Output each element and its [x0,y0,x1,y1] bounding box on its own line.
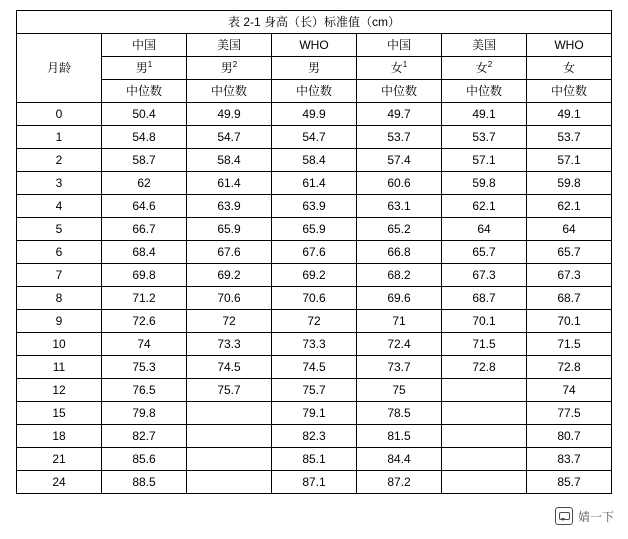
cell-value: 82.3 [272,425,357,448]
cell-value: 68.4 [102,241,187,264]
column-header-country-2: WHO [272,34,357,57]
table-row [17,241,612,264]
cell-value: 69.2 [272,264,357,287]
height-standard-table [16,10,612,494]
cell-value: 73.7 [357,356,442,379]
cell-value: 49.1 [442,103,527,126]
cell-value [442,448,527,471]
cell-value: 73.3 [272,333,357,356]
header-metric-row [17,80,612,103]
cell-value: 72 [272,310,357,333]
table-row [17,149,612,172]
cell-value: 67.3 [442,264,527,287]
table-row [17,333,612,356]
cell-value [442,379,527,402]
cell-value: 88.5 [102,471,187,494]
column-header-metric-3: 中位数 [357,80,442,103]
cell-value: 63.1 [357,195,442,218]
cell-value: 57.4 [357,149,442,172]
cell-value: 87.1 [272,471,357,494]
cell-value: 58.4 [187,149,272,172]
sex-note-1: 2 [232,60,238,69]
header-country-row [17,34,612,57]
cell-value: 63.9 [187,195,272,218]
table-row [17,195,612,218]
cell-value: 78.5 [357,402,442,425]
cell-value: 57.1 [527,149,612,172]
cell-value: 68.7 [442,287,527,310]
column-header-country-3: 中国 [357,34,442,57]
cell-age: 7 [17,264,102,287]
cell-value: 70.1 [527,310,612,333]
cell-value: 53.7 [527,126,612,149]
sex-note-4: 2 [487,60,493,69]
sex-note-3: 1 [402,60,408,69]
cell-value: 69.6 [357,287,442,310]
table-row [17,402,612,425]
column-header-metric-5: 中位数 [527,80,612,103]
table-title-row [17,11,612,34]
cell-value: 74 [527,379,612,402]
cell-value: 66.8 [357,241,442,264]
cell-value: 49.9 [272,103,357,126]
cell-value: 68.2 [357,264,442,287]
cell-value: 58.7 [102,149,187,172]
cell-age: 11 [17,356,102,379]
cell-value [442,471,527,494]
cell-value: 74 [102,333,187,356]
cell-value: 81.5 [357,425,442,448]
cell-value: 69.8 [102,264,187,287]
cell-value: 65.9 [187,218,272,241]
sex-label-5: 女 [562,61,575,75]
cell-age: 0 [17,103,102,126]
cell-age: 2 [17,149,102,172]
cell-age: 15 [17,402,102,425]
cell-age: 9 [17,310,102,333]
table-row [17,379,612,402]
cell-age: 8 [17,287,102,310]
cell-value: 87.2 [357,471,442,494]
column-header-country-4: 美国 [442,34,527,57]
cell-value: 71 [357,310,442,333]
sex-label-1: 男 [220,61,233,75]
cell-value: 83.7 [527,448,612,471]
cell-value: 64 [442,218,527,241]
cell-value: 76.5 [102,379,187,402]
cell-value: 64 [527,218,612,241]
table-row [17,218,612,241]
cell-value: 54.8 [102,126,187,149]
cell-value: 73.3 [187,333,272,356]
cell-value: 75 [357,379,442,402]
cell-value [187,471,272,494]
cell-value: 59.8 [527,172,612,195]
cell-value: 70.6 [272,287,357,310]
cell-value: 75.3 [102,356,187,379]
cell-value: 72.8 [442,356,527,379]
cell-age: 5 [17,218,102,241]
cell-value: 71.5 [527,333,612,356]
cell-value: 85.6 [102,448,187,471]
cell-value: 65.2 [357,218,442,241]
cell-value: 67.3 [527,264,612,287]
cell-value: 82.7 [102,425,187,448]
cell-value: 85.7 [527,471,612,494]
cell-value [187,425,272,448]
cell-value [442,425,527,448]
column-header-sex-1 [187,57,272,80]
cell-value: 85.1 [272,448,357,471]
cell-value: 54.7 [272,126,357,149]
table-title: 表 2-1 身高（长）标准值（cm） [17,11,612,34]
cell-value: 75.7 [187,379,272,402]
header-sex-row [17,57,612,80]
cell-age: 18 [17,425,102,448]
camera-icon [555,507,573,525]
cell-value: 58.4 [272,149,357,172]
table-row [17,448,612,471]
cell-value: 66.7 [102,218,187,241]
cell-value: 67.6 [187,241,272,264]
cell-age: 1 [17,126,102,149]
cell-age: 12 [17,379,102,402]
cell-age: 3 [17,172,102,195]
cell-age: 10 [17,333,102,356]
cell-value: 72.4 [357,333,442,356]
cell-value: 72.8 [527,356,612,379]
table-row [17,126,612,149]
cell-value: 79.8 [102,402,187,425]
cell-value: 49.7 [357,103,442,126]
cell-value: 75.7 [272,379,357,402]
cell-value: 64.6 [102,195,187,218]
table-row [17,471,612,494]
sex-label-3: 女 [390,61,403,75]
cell-value: 80.7 [527,425,612,448]
cell-age: 4 [17,195,102,218]
table-row [17,287,612,310]
cell-value: 53.7 [357,126,442,149]
cell-value: 62.1 [527,195,612,218]
cell-value: 61.4 [272,172,357,195]
cell-value [187,448,272,471]
cell-value: 54.7 [187,126,272,149]
cell-value: 67.6 [272,241,357,264]
table-row [17,264,612,287]
cell-value: 65.7 [442,241,527,264]
sex-label-2: 男 [307,61,320,75]
column-header-metric-4: 中位数 [442,80,527,103]
cell-value: 59.8 [442,172,527,195]
table-row [17,310,612,333]
column-header-age: 月龄 [17,34,102,103]
cell-value: 70.1 [442,310,527,333]
cell-value: 84.4 [357,448,442,471]
watermark [555,507,614,525]
cell-value: 68.7 [527,287,612,310]
cell-value: 50.4 [102,103,187,126]
cell-age: 6 [17,241,102,264]
cell-value: 70.6 [187,287,272,310]
cell-value: 74.5 [272,356,357,379]
cell-value: 69.2 [187,264,272,287]
cell-value: 62 [102,172,187,195]
column-header-metric-0: 中位数 [102,80,187,103]
column-header-sex-5 [527,57,612,80]
column-header-sex-2 [272,57,357,80]
cell-age: 24 [17,471,102,494]
cell-value: 74.5 [187,356,272,379]
cell-value: 63.9 [272,195,357,218]
sex-note-0: 1 [147,60,153,69]
table-body [17,11,612,494]
column-header-sex-0 [102,57,187,80]
table-row [17,356,612,379]
cell-value: 60.6 [357,172,442,195]
cell-value: 53.7 [442,126,527,149]
cell-value [187,402,272,425]
cell-value: 72 [187,310,272,333]
column-header-sex-3 [357,57,442,80]
cell-value: 71.5 [442,333,527,356]
table-row [17,425,612,448]
column-header-metric-2: 中位数 [272,80,357,103]
column-header-country-5: WHO [527,34,612,57]
cell-value: 72.6 [102,310,187,333]
cell-value: 61.4 [187,172,272,195]
cell-value: 49.1 [527,103,612,126]
table-row [17,103,612,126]
cell-value: 79.1 [272,402,357,425]
cell-age: 21 [17,448,102,471]
cell-value: 62.1 [442,195,527,218]
cell-value: 71.2 [102,287,187,310]
cell-value [442,402,527,425]
column-header-sex-4 [442,57,527,80]
column-header-country-0: 中国 [102,34,187,57]
watermark-label: 婧一下 [577,509,614,524]
cell-value: 65.7 [527,241,612,264]
column-header-country-1: 美国 [187,34,272,57]
sex-label-0: 男 [135,61,148,75]
column-header-metric-1: 中位数 [187,80,272,103]
table-row [17,172,612,195]
sex-label-4: 女 [475,61,488,75]
cell-value: 77.5 [527,402,612,425]
cell-value: 65.9 [272,218,357,241]
cell-value: 57.1 [442,149,527,172]
cell-value: 49.9 [187,103,272,126]
